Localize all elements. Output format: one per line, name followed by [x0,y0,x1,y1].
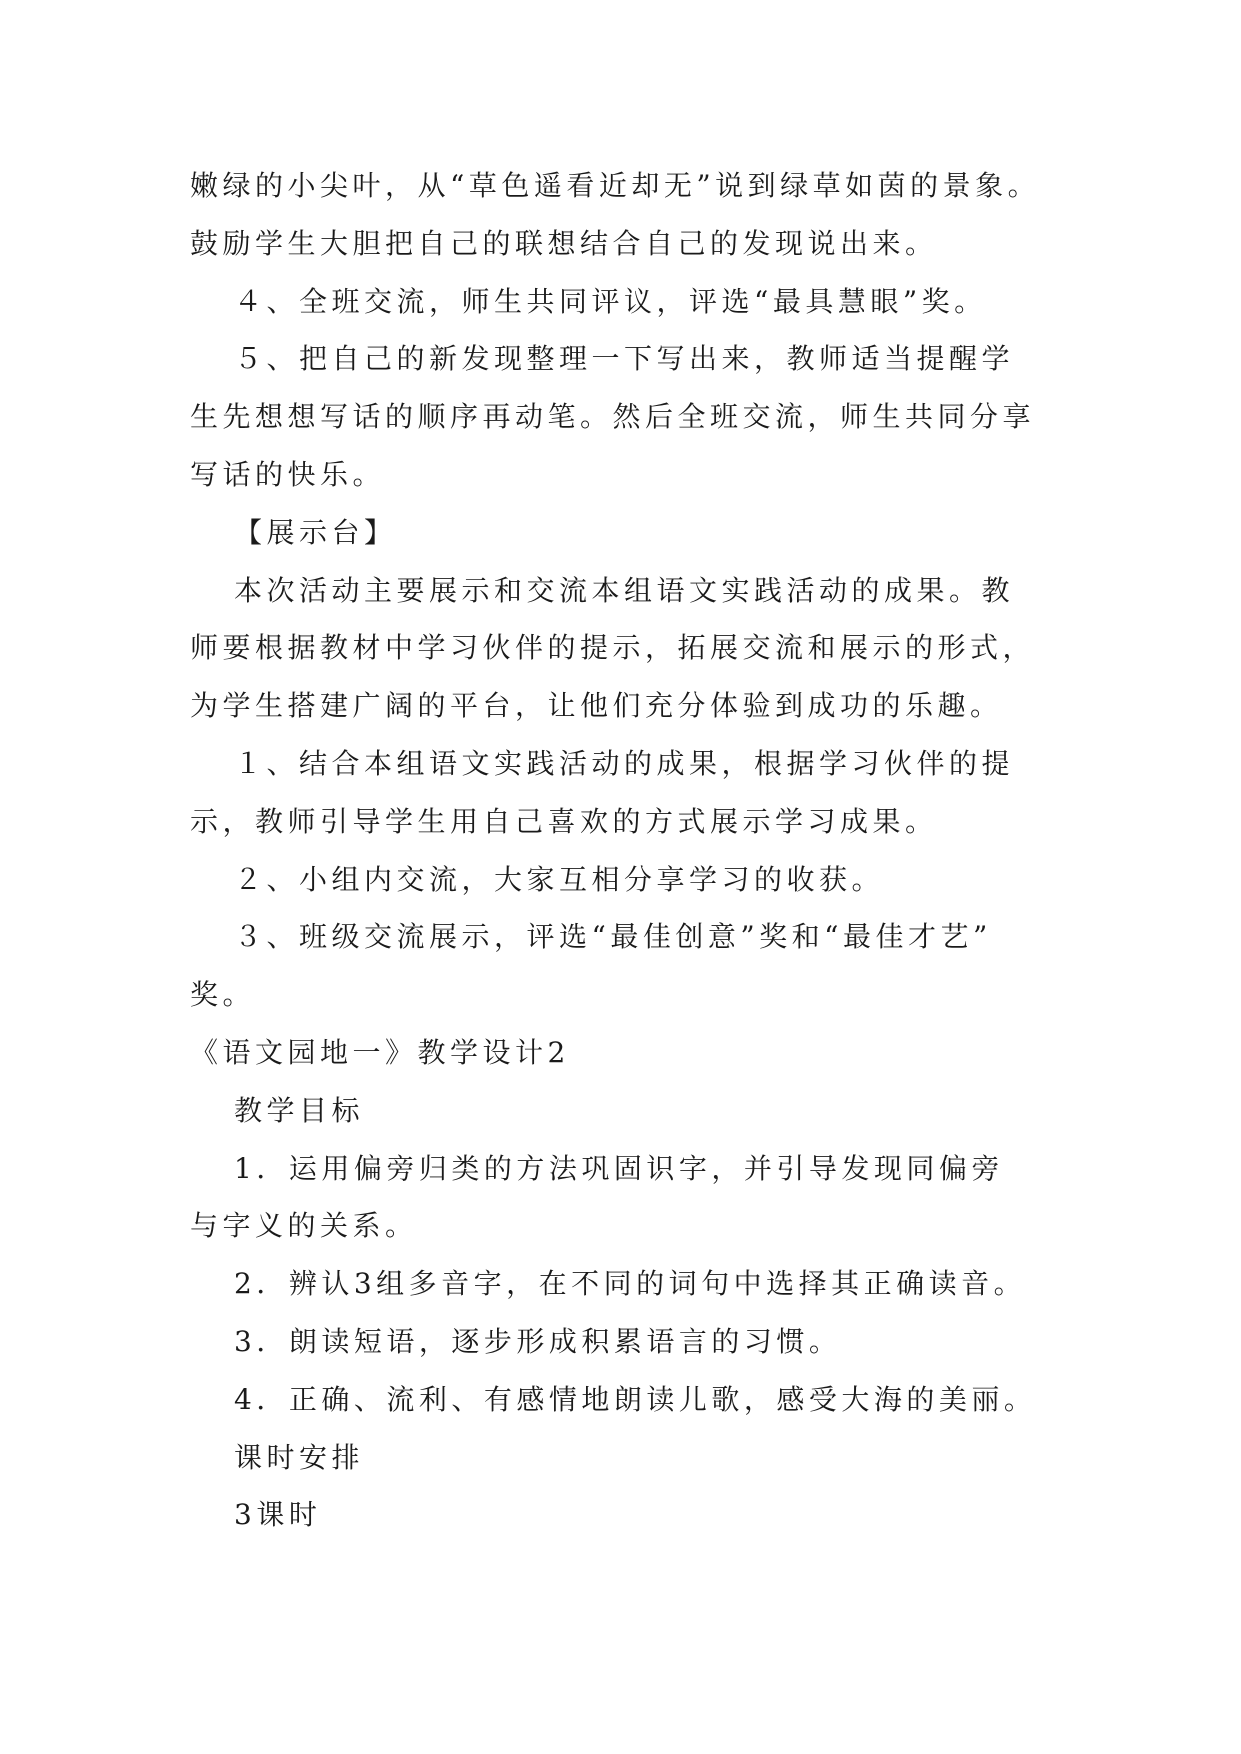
text-line: 为学生搭建广阔的平台，让他们充分体验到成功的乐趣。 [190,689,1003,723]
document-title: 《语文园地一》教学设计2 [190,1035,570,1069]
text-line: 示，教师引导学生用自己喜欢的方式展示学习成果。 [190,804,938,838]
section-heading: 教学目标 [234,1093,365,1127]
objective-item-4: 4．正确、流利、有感情地朗读儿歌，感受大海的美丽。 [234,1382,1037,1416]
text-line: 写话的快乐。 [190,457,386,491]
objective-item-2: 2．辨认3组多音字，在不同的词句中选择其正确读音。 [234,1267,1027,1301]
document-body [190,157,1190,1544]
list-item-3: ３、班级交流展示，评选“最佳创意”奖和“最佳才艺” [234,920,992,954]
text-line: 生先想想写话的顺序再动笔。然后全班交流，师生共同分享 [190,400,1036,434]
text-line: 师要根据教材中学习伙伴的提示，拓展交流和展示的形式， [190,631,1036,665]
objective-item-3: 3．朗读短语，逐步形成积累语言的习惯。 [234,1324,842,1358]
schedule-text: 3课时 [234,1498,322,1532]
text-line: 与字义的关系。 [190,1209,418,1243]
section-heading: 【展示台】 [234,515,397,549]
list-item-5: ５、把自己的新发现整理一下写出来，教师适当提醒学 [234,342,1015,376]
paragraph-start: 本次活动主要展示和交流本组语文实践活动的成果。教 [234,573,1015,607]
section-heading: 课时安排 [234,1440,365,1474]
list-item-1: １、结合本组语文实践活动的成果，根据学习伙伴的提 [234,746,1015,780]
list-item-4: ４、全班交流，师生共同评议，评选“最具慧眼”奖。 [234,284,987,318]
text-line: 奖。 [190,978,256,1012]
list-item-2: ２、小组内交流，大家互相分享学习的收获。 [234,862,885,896]
objective-item-1: 1．运用偏旁归类的方法巩固识字，并引导发现同偏旁 [234,1151,1004,1185]
text-line: 嫩绿的小尖叶，从“草色遥看近却无”说到绿草如茵的景象。 [190,169,1041,202]
text-line: 鼓励学生大胆把自己的联想结合自己的发现说出来。 [190,226,938,260]
